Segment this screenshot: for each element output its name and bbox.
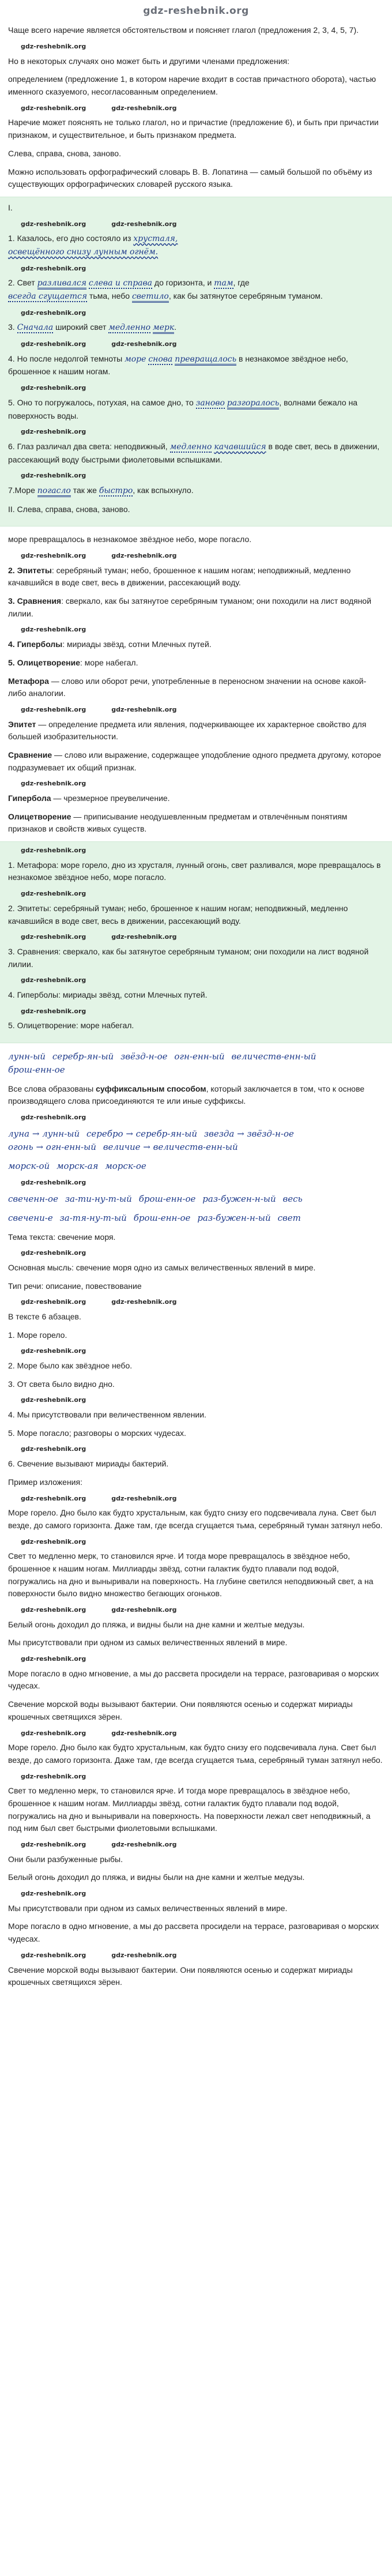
- sentence-3-num: 3.: [8, 322, 15, 332]
- figures-section: [8, 533, 384, 836]
- sentence-4-text: 4. Но после недолгой темноты: [8, 354, 123, 363]
- intro-paragraph-3: определением (предложение 1, в котором наречие входит в состав причастного оборота), частью именного сказуемого, несогласованным определением.: [8, 74, 376, 97]
- watermark: gdz-reshebnik.org: [111, 1298, 177, 1306]
- sentence-5-text: 5. Оно то погружалось, потухая, на самое дно, то: [8, 397, 194, 407]
- roman-one: I.: [8, 202, 13, 212]
- watermark: gdz-reshebnik.org: [21, 104, 86, 112]
- watermark: gdz-reshebnik.org: [111, 104, 177, 112]
- watermark: gdz-reshebnik.org: [21, 705, 86, 713]
- hyperboles: [8, 638, 384, 651]
- morph-word: свеченн-ое: [8, 1194, 58, 1205]
- watermark: gdz-reshebnik.org: [21, 1007, 86, 1015]
- metaphor-continuation: море превращалось в незнакомое звёздное небо, море погасло.: [8, 535, 252, 544]
- morph-word: за-ти-ну-т-ый: [65, 1194, 132, 1205]
- summary-paragraph: Они были разбуженные рыбы.: [8, 1854, 123, 1864]
- sentence-1-predicate: хрусталя,: [133, 234, 178, 244]
- personification-label: 5. Олицетворение: [8, 657, 80, 667]
- watermark: gdz-reshebnik.org: [21, 309, 86, 317]
- epithets-text: : серебряный туман; небо, брошенное к нашим ногам; неподвижный, медленно качавшийся в воде свет, весь в движении, рассекающий воду.: [8, 565, 351, 588]
- sentence-5-verb: разгоралось: [227, 398, 280, 409]
- watermark: gdz-reshebnik.org: [21, 890, 86, 898]
- watermark: gdz-reshebnik.org: [111, 1494, 177, 1502]
- sentence-4-verb: превращалось: [175, 355, 236, 366]
- epithets: [8, 565, 384, 589]
- answer-epithets: 2. Эпитеты: серебряный туман; небо, брошенное к нашим ногам; неподвижный, медленно качавшийся в воде свет, весь в движении, рассекающий воду.: [8, 903, 348, 926]
- morph-word: серебр-ян-ый: [52, 1051, 114, 1062]
- morph-derivation: звезда → звёзд-н-ое: [203, 1128, 294, 1139]
- morph-derivation: луна → лунн-ый: [8, 1128, 80, 1139]
- sentence-7: [8, 484, 384, 498]
- intro-paragraph-1: Чаще всего наречие является обстоятельством и поясняет глагол (предложения 2, 3, 4, 5, 7).: [8, 25, 359, 35]
- personification: [8, 657, 384, 670]
- watermark: gdz-reshebnik.org: [21, 428, 86, 436]
- watermark: gdz-reshebnik.org: [21, 1396, 86, 1404]
- morph-word: морск-ой: [8, 1161, 50, 1172]
- morph-derivation: величие → величеств-енн-ый: [103, 1141, 238, 1152]
- suffix-note-a: Все слова образованы: [8, 1084, 96, 1093]
- sentence-6-rest: в воде свет, весь в движении, рассекающий воду быстрыми фиолетовыми вспышками.: [8, 441, 380, 464]
- morph-word: морск-ая: [56, 1161, 99, 1172]
- comparisons: [8, 595, 384, 620]
- sentence-5-rest: , волнами бежало на поверхность воды.: [8, 397, 358, 420]
- definition-hyperbole: [8, 792, 384, 805]
- comparisons-label: 3. Сравнения: [8, 596, 62, 606]
- sentence-4-adverb: снова: [148, 354, 173, 364]
- sentence-5-adverb: заново: [195, 398, 225, 408]
- intro-paragraph-6: Можно использовать орфографический словарь В. В. Лопатина — самый большой по объёму из существующих орфографических словарей русского языка.: [8, 167, 372, 189]
- hyperboles-text: : мириады звёзд, сотни Млечных путей.: [62, 640, 212, 649]
- plan-item: 5. Море погасло; разговоры о морских чудесах.: [8, 1428, 186, 1438]
- answer-metaphor: 1. Метафора: море горело, дно из хрусталя, лунный огонь, свет разливался, море превращалось в незнакомое звёздное небо, море погасло.: [8, 860, 381, 882]
- morph-word: звёзд-н-ое: [120, 1051, 168, 1062]
- watermark: gdz-reshebnik.org: [111, 1729, 177, 1737]
- main-idea: Основная мысль: свечение моря одно из самых величественных явлений в мире.: [8, 1262, 316, 1272]
- morph-word: брош-енн-ое: [138, 1194, 196, 1205]
- morph-word: свет: [277, 1213, 301, 1224]
- definition-comparison-text: — слово или выражение, содержащее уподобление одного предмета другому, которое подразумевает их общий признак.: [8, 750, 382, 772]
- watermark: gdz-reshebnik.org: [21, 552, 86, 560]
- sentence-7-rest: , как вспыхнуло.: [133, 485, 194, 495]
- watermark: gdz-reshebnik.org: [21, 1249, 86, 1257]
- watermark: gdz-reshebnik.org: [21, 1445, 86, 1453]
- morph-word: за-тя-ну-т-ый: [59, 1213, 127, 1224]
- sentence-2-text-d: тьма, небо: [89, 291, 130, 301]
- watermark: gdz-reshebnik.org: [21, 1772, 86, 1780]
- summary-paragraph: Белый огонь доходил до пляжа, и видны были на дне камни и желтые медузы.: [8, 1619, 305, 1629]
- morph-row-1: [8, 1050, 384, 1077]
- hyperboles-label: 4. Гиперболы: [8, 640, 63, 649]
- sentence-2-phrase: всегда сгущается: [8, 292, 88, 302]
- morph-word: весь: [282, 1194, 303, 1205]
- sentence-3-subject: широкий свет: [55, 322, 107, 332]
- watermark: gdz-reshebnik.org: [21, 1494, 86, 1502]
- sentence-7-adverb: быстро: [99, 486, 133, 495]
- intro-section: [8, 24, 384, 191]
- sentence-2-text-c: , где: [233, 278, 250, 288]
- watermark: gdz-reshebnik.org: [21, 264, 86, 272]
- morph-derivation: огонь → огн-енн-ый: [8, 1141, 96, 1152]
- watermark: gdz-reshebnik.org: [21, 1347, 86, 1355]
- watermark: gdz-reshebnik.org: [21, 1537, 86, 1545]
- watermark: gdz-reshebnik.org: [111, 1841, 177, 1849]
- definition-personification: [8, 811, 384, 836]
- answer-hyperboles: 4. Гиперболы: мириады звёзд, сотни Млечных путей.: [8, 990, 208, 999]
- plan-item: 2. Море было как звёздное небо.: [8, 1361, 133, 1371]
- intro-paragraph-4: Наречие может пояснять не только глагол, но и причастие (предложение 6), и быть при причастии признаком, и существительное, и быть признаком предмета.: [8, 118, 379, 140]
- sentence-6: [8, 441, 384, 466]
- definition-personification-text: — приписывание неодушевленным предметам и отвлечённым понятиям признаков и свойств живых существ.: [8, 811, 348, 834]
- summary-paragraph: Море погасло в одно мгновение, а мы до рассвета просидели на террасе, разговаривая о морских чудесах.: [8, 1921, 379, 1944]
- watermark: gdz-reshebnik.org: [21, 1113, 86, 1121]
- morph-word: брош-енн-ое: [8, 1065, 65, 1075]
- suffix-note-c: , который заключается в том, что к основе производящего слова присоединяются те или иные суффиксы.: [8, 1084, 365, 1106]
- sentence-7-text: 7.Море: [8, 485, 35, 495]
- watermark: gdz-reshebnik.org: [21, 780, 86, 788]
- sentence-1: [8, 232, 384, 258]
- definition-hyperbole-label: Гипербола: [8, 794, 51, 803]
- intro-paragraph-5: Слева, справа, снова, заново.: [8, 148, 121, 158]
- watermark: gdz-reshebnik.org: [111, 340, 177, 348]
- morph-word: огн-енн-ый: [174, 1051, 225, 1062]
- sentence-7-text-b: так же: [73, 485, 97, 495]
- sentence-1-definition: освещённого снизу лунным огнём.: [8, 247, 159, 257]
- sentence-6-participle: качавшийся: [214, 442, 266, 452]
- watermark: gdz-reshebnik.org: [111, 220, 177, 228]
- summary-paragraph: Свет то медленно мерк, то становился ярче. И тогда море превращалось в звёздное небо, брошенное к нашим ногам. Миллиарды звёзд, сотни галактик будто плавали под водой, погружались на дно и выныривали на поверхность. На поверхности лежал свет неподвижный, а под ним был свет быстрыми фиолетовыми вспышками.: [8, 1786, 371, 1833]
- sentence-7-verb: погасло: [37, 486, 71, 497]
- summary-paragraph: Свечение морской воды вызывают бактерии. Они появляются осенью и содержат мириады крошечных светящихся зёрен.: [8, 1965, 353, 1987]
- sentence-2-verb: светило: [132, 292, 169, 303]
- watermark: gdz-reshebnik.org: [21, 1841, 86, 1849]
- plan-item: 3. От света было видно дно.: [8, 1379, 115, 1389]
- sentence-2-adverbial: слева и справа: [88, 279, 153, 288]
- summary-paragraph: Море горело. Дно было как будто хрустальным, как будто снизу его подсвечивала луна. Свет был везде, до самого горизонта. Даже там, где всегда сгущается тьма, серебряный туман затянул небо.: [8, 1508, 383, 1530]
- sentence-4: [8, 353, 384, 378]
- sentence-1-text: 1. Казалось, его дно состояло из: [8, 234, 131, 243]
- word-formation-section: [8, 1050, 384, 1225]
- roman-two: II. Слева, справа, снова, заново.: [8, 504, 130, 514]
- sentence-2-text: 2. Свет: [8, 278, 35, 288]
- sentence-3-adverb-2: медленно: [108, 323, 151, 333]
- morph-word: раз-бужен-н-ый: [202, 1194, 276, 1205]
- sentence-2: [8, 277, 384, 303]
- sentence-4-subject: море: [125, 354, 146, 364]
- definition-personification-label: Олицетворение: [8, 811, 71, 821]
- morph-word: свечени-е: [8, 1213, 53, 1224]
- plan-item: 4. Мы присутствовали при величественном явлении.: [8, 1410, 206, 1420]
- theme: Тема текста: свечение моря.: [8, 1232, 116, 1242]
- plan-item: 1. Море горело.: [8, 1330, 67, 1340]
- summary-paragraph: Мы присутствовали при одном из самых величественных явлений в мире.: [8, 1903, 288, 1913]
- morph-word: брош-енн-ое: [133, 1213, 191, 1224]
- definition-hyperbole-text: — чрезмерное преувеличение.: [51, 794, 170, 803]
- type-of-speech: Тип речи: описание, повествование: [8, 1281, 142, 1291]
- sentence-3-dot: .: [174, 322, 177, 332]
- definition-epithet-text: — определение предмета или явления, подчеркивающее их характерное свойство для большей изобразительности.: [8, 719, 367, 742]
- morph-word: морск-ое: [105, 1161, 146, 1172]
- sentence-2-adverb: там: [214, 279, 233, 288]
- watermark: gdz-reshebnik.org: [111, 933, 177, 941]
- watermark: gdz-reshebnik.org: [21, 472, 86, 480]
- watermark: gdz-reshebnik.org: [111, 1951, 177, 1959]
- answer-block-1: [0, 197, 392, 527]
- epithets-label: 2. Эпитеты: [8, 565, 52, 575]
- sentence-2-text-e: , как бы затянутое серебряным туманом.: [168, 291, 323, 301]
- watermark: gdz-reshebnik.org: [111, 705, 177, 713]
- morph-word: величеств-енн-ый: [231, 1051, 316, 1062]
- morph-row-3: [8, 1160, 384, 1173]
- plan-item: 6. Свечение вызывают мириады бактерий.: [8, 1459, 169, 1469]
- summary-paragraph: Свечение морской воды вызывают бактерии. Они появляются осенью и содержат мириады крошечных светящихся зёрен.: [8, 1699, 353, 1721]
- answer-comparisons: 3. Сравнения: сверкало, как бы затянутое серебряным туманом; они походили на лист водяной лилии.: [8, 946, 369, 969]
- watermark: gdz-reshebnik.org: [21, 384, 86, 392]
- morph-row-2: [8, 1127, 384, 1155]
- definition-metaphor: [8, 675, 384, 700]
- morph-derivation: серебро → серебр-ян-ый: [86, 1128, 198, 1139]
- suffix-note: [8, 1083, 384, 1108]
- sentence-6-text: 6. Глаз различал два света: неподвижный,: [8, 441, 168, 451]
- answer-block-2: [0, 841, 392, 1043]
- watermark: gdz-reshebnik.org: [21, 1951, 86, 1959]
- sentence-5: [8, 397, 384, 422]
- intro-paragraph-2: Но в некоторых случаях оно может быть и другими членами предложения:: [8, 56, 290, 66]
- watermark: gdz-reshebnik.org: [21, 340, 86, 348]
- watermark: gdz-reshebnik.org: [21, 1890, 86, 1898]
- summary-section: [8, 1476, 384, 1989]
- sentence-2-predicate: разливался: [37, 279, 86, 289]
- watermark: gdz-reshebnik.org: [21, 976, 86, 984]
- morph-row-5: [8, 1212, 384, 1225]
- sentence-6-adverb: медленно: [169, 442, 212, 452]
- summary-paragraph: Мы присутствовали при одном из самых величественных явлений в мире.: [8, 1638, 288, 1648]
- sentence-3: [8, 321, 384, 334]
- watermark: gdz-reshebnik.org: [21, 1729, 86, 1737]
- morph-word: лунн-ый: [8, 1051, 46, 1062]
- summary-paragraph: Море погасло в одно мгновение, а мы до рассвета просидели на террасе, разговаривая о морских чудесах.: [8, 1668, 379, 1691]
- watermark: gdz-reshebnik.org: [21, 1655, 86, 1663]
- definition-comparison-label: Сравнение: [8, 750, 52, 759]
- definition-epithet-label: Эпитет: [8, 719, 36, 729]
- watermark: gdz-reshebnik.org: [21, 847, 86, 855]
- plan-title: В тексте 6 абзацев.: [8, 1311, 81, 1321]
- sentence-3-verb: мерк: [153, 323, 174, 334]
- watermark: gdz-reshebnik.org: [21, 1298, 86, 1306]
- watermark: gdz-reshebnik.org: [21, 933, 86, 941]
- site-logo[interactable]: gdz-reshebnik.org: [143, 5, 249, 17]
- morph-row-4: [8, 1193, 384, 1206]
- sentence-4-rest: в незнакомое звёздное небо, брошенное к нашим ногам.: [8, 354, 348, 377]
- comparisons-text: : сверкало, как бы затянутое серебряным туманом; они походили на лист водяной лилии.: [8, 596, 372, 618]
- watermark: gdz-reshebnik.org: [21, 626, 86, 634]
- summary-paragraph: Белый огонь доходил до пляжа, и видны были на дне камни и желтые медузы.: [8, 1872, 305, 1882]
- sentence-3-adverb: Сначала: [17, 323, 54, 333]
- sentence-2-text-b: до горизонта, и: [154, 278, 212, 288]
- definition-comparison: [8, 749, 384, 774]
- watermark: gdz-reshebnik.org: [21, 1606, 86, 1614]
- watermark: gdz-reshebnik.org: [111, 552, 177, 560]
- personification-text: : море набегал.: [80, 657, 138, 667]
- watermark: gdz-reshebnik.org: [111, 1606, 177, 1614]
- answer-personification: 5. Олицетворение: море набегал.: [8, 1021, 134, 1031]
- summary-title: Пример изложения:: [8, 1477, 82, 1487]
- analysis-section: [8, 1231, 384, 1471]
- morph-word: раз-бужен-н-ый: [197, 1213, 271, 1224]
- suffix-note-method: суффиксальным способом: [96, 1084, 206, 1093]
- watermark: gdz-reshebnik.org: [21, 1179, 86, 1187]
- watermark: gdz-reshebnik.org: [21, 43, 86, 51]
- definition-metaphor-text: — слово или оборот речи, употребленные в переносном значении на основе какой-либо аналогии.: [8, 676, 367, 698]
- summary-paragraph: Море горело. Дно было как будто хрустальным, как будто снизу его подсвечивала луна. Свет был везде, до самого горизонта. Даже там, где всегда сгущается тьма, серебряный туман затянул небо.: [8, 1743, 383, 1765]
- definition-epithet: [8, 719, 384, 743]
- summary-paragraph: Свет то медленно мерк, то становился ярче. И тогда море превращалось в звёздное небо, брошенное к нашим ногам. Миллиарды звёзд, сотни галактик будто плавали под водой, погружались на дно и выныривали на поверхность. На глубине светился неподвижный свет, а на поверхности было видно множество бегающих огоньков.: [8, 1551, 374, 1599]
- definition-metaphor-label: Метафора: [8, 676, 49, 686]
- watermark: gdz-reshebnik.org: [21, 220, 86, 228]
